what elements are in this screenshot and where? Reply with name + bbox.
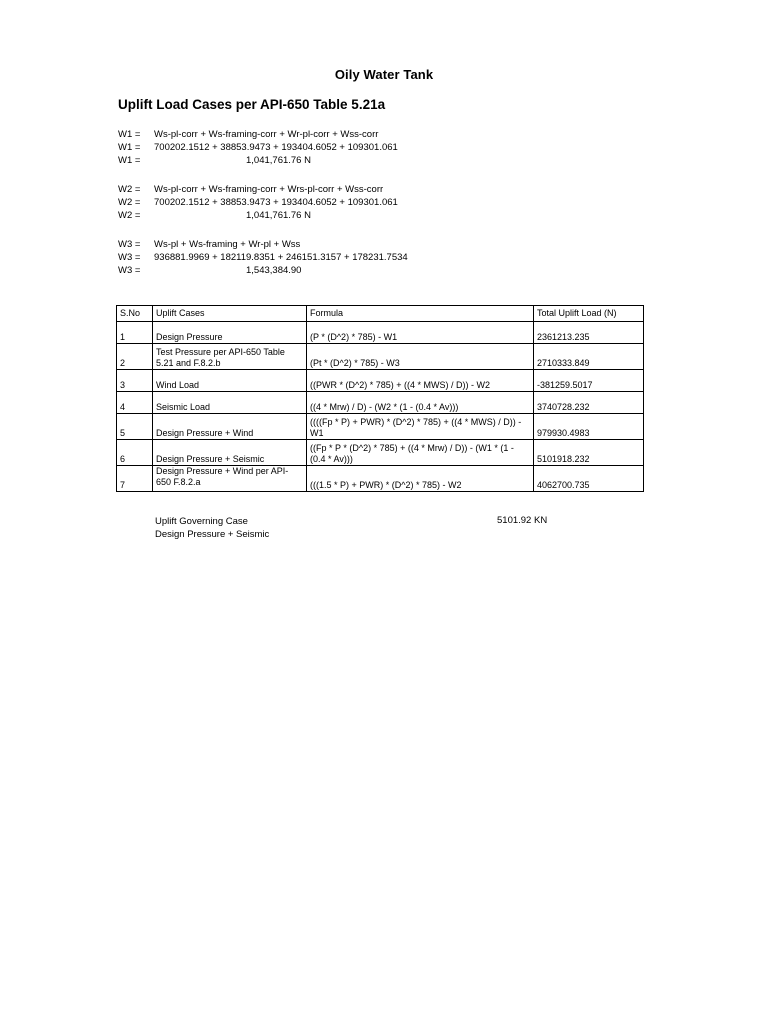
- cell-load: 5101918.232: [534, 440, 644, 466]
- table-row: [117, 414, 644, 440]
- cell-case: Design Pressure + Wind: [153, 414, 307, 440]
- cell-sno: 2: [117, 344, 153, 370]
- table-header-row: [117, 306, 644, 322]
- cell-case: Test Pressure per API-650 Table 5.21 and F.8.2.b: [153, 344, 307, 370]
- header-formula: Formula: [307, 306, 534, 322]
- table-row: [117, 392, 644, 414]
- cell-formula: (P * (D^2) * 785) - W1: [307, 322, 534, 344]
- header-sno: S.No: [117, 306, 153, 322]
- calc-expression: Ws-pl-corr + Ws-framing-corr + Wr-pl-corr + Wss-corr: [154, 129, 379, 140]
- governing-case-label: Uplift Governing Case: [155, 516, 248, 527]
- table-row: [117, 466, 644, 492]
- cell-load: 2710333.849: [534, 344, 644, 370]
- cell-case: Design Pressure + Seismic: [153, 440, 307, 466]
- governing-case-name: Design Pressure + Seismic: [155, 529, 270, 540]
- calc-label: W2 =: [118, 197, 141, 208]
- calc-expression: Ws-pl + Ws-framing + Wr-pl + Wss: [154, 239, 301, 250]
- calc-result: 1,041,761.76 N: [246, 155, 311, 166]
- cell-sno: 4: [117, 392, 153, 414]
- table-row: [117, 344, 644, 370]
- cell-formula: (Pt * (D^2) * 785) - W3: [307, 344, 534, 370]
- cell-case: Design Pressure + Wind per API-650 F.8.2.a: [153, 466, 307, 492]
- calc-expression: Ws-pl-corr + Ws-framing-corr + Wrs-pl-corr + Wss-corr: [154, 184, 384, 195]
- header-uplift-cases: Uplift Cases: [153, 306, 307, 322]
- cell-case: Wind Load: [153, 370, 307, 392]
- governing-case-block: [155, 515, 269, 541]
- calc-expression: 700202.1512 + 38853.9473 + 193404.6052 + 109301.061: [154, 197, 398, 208]
- calc-result: 1,041,761.76 N: [246, 210, 311, 221]
- cell-sno: 3: [117, 370, 153, 392]
- uplift-cases-table: [116, 305, 644, 492]
- cell-formula: ((Fp * P * (D^2) * 785) + ((4 * Mrw) / D)) - (W1 * (1 - (0.4 * Av))): [307, 440, 534, 466]
- cell-formula: ((PWR * (D^2) * 785) + ((4 * MWS) / D)) - W2: [307, 370, 534, 392]
- cell-sno: 5: [117, 414, 153, 440]
- table-row: [117, 370, 644, 392]
- section-heading: Uplift Load Cases per API-650 Table 5.21a: [118, 97, 386, 112]
- cell-load: 4062700.735: [534, 466, 644, 492]
- cell-load: 2361213.235: [534, 322, 644, 344]
- governing-case-value: 5101.92 KN: [497, 515, 548, 526]
- calc-label: W2 =: [118, 210, 141, 221]
- calc-label: W1 =: [118, 155, 141, 166]
- calc-label: W2 =: [118, 184, 141, 195]
- calc-label: W1 =: [118, 142, 141, 153]
- calc-expression: 700202.1512 + 38853.9473 + 193404.6052 + 109301.061: [154, 142, 398, 153]
- header-total-uplift-load: Total Uplift Load (N): [534, 306, 644, 322]
- calc-label: W3 =: [118, 252, 141, 263]
- cell-sno: 7: [117, 466, 153, 492]
- cell-load: 3740728.232: [534, 392, 644, 414]
- calc-label: W3 =: [118, 239, 141, 250]
- cell-formula: (((1.5 * P) + PWR) * (D^2) * 785) - W2: [307, 466, 534, 492]
- page-title: Oily Water Tank: [334, 67, 434, 82]
- cell-case: Seismic Load: [153, 392, 307, 414]
- cell-sno: 6: [117, 440, 153, 466]
- cell-case: Design Pressure: [153, 322, 307, 344]
- calc-label: W3 =: [118, 265, 141, 276]
- cell-sno: 1: [117, 322, 153, 344]
- cell-load: 979930.4983: [534, 414, 644, 440]
- table-row: [117, 440, 644, 466]
- cell-formula: ((((Fp * P) + PWR) * (D^2) * 785) + ((4 * MWS) / D)) - W1: [307, 414, 534, 440]
- table-row: [117, 322, 644, 344]
- cell-formula: ((4 * Mrw) / D) - (W2 * (1 - (0.4 * Av))): [307, 392, 534, 414]
- calc-result: 1,543,384.90: [246, 265, 302, 276]
- calc-expression: 936881.9969 + 182119.8351 + 246151.3157 + 178231.7534: [154, 252, 408, 263]
- cell-load: -381259.5017: [534, 370, 644, 392]
- calc-label: W1 =: [118, 129, 141, 140]
